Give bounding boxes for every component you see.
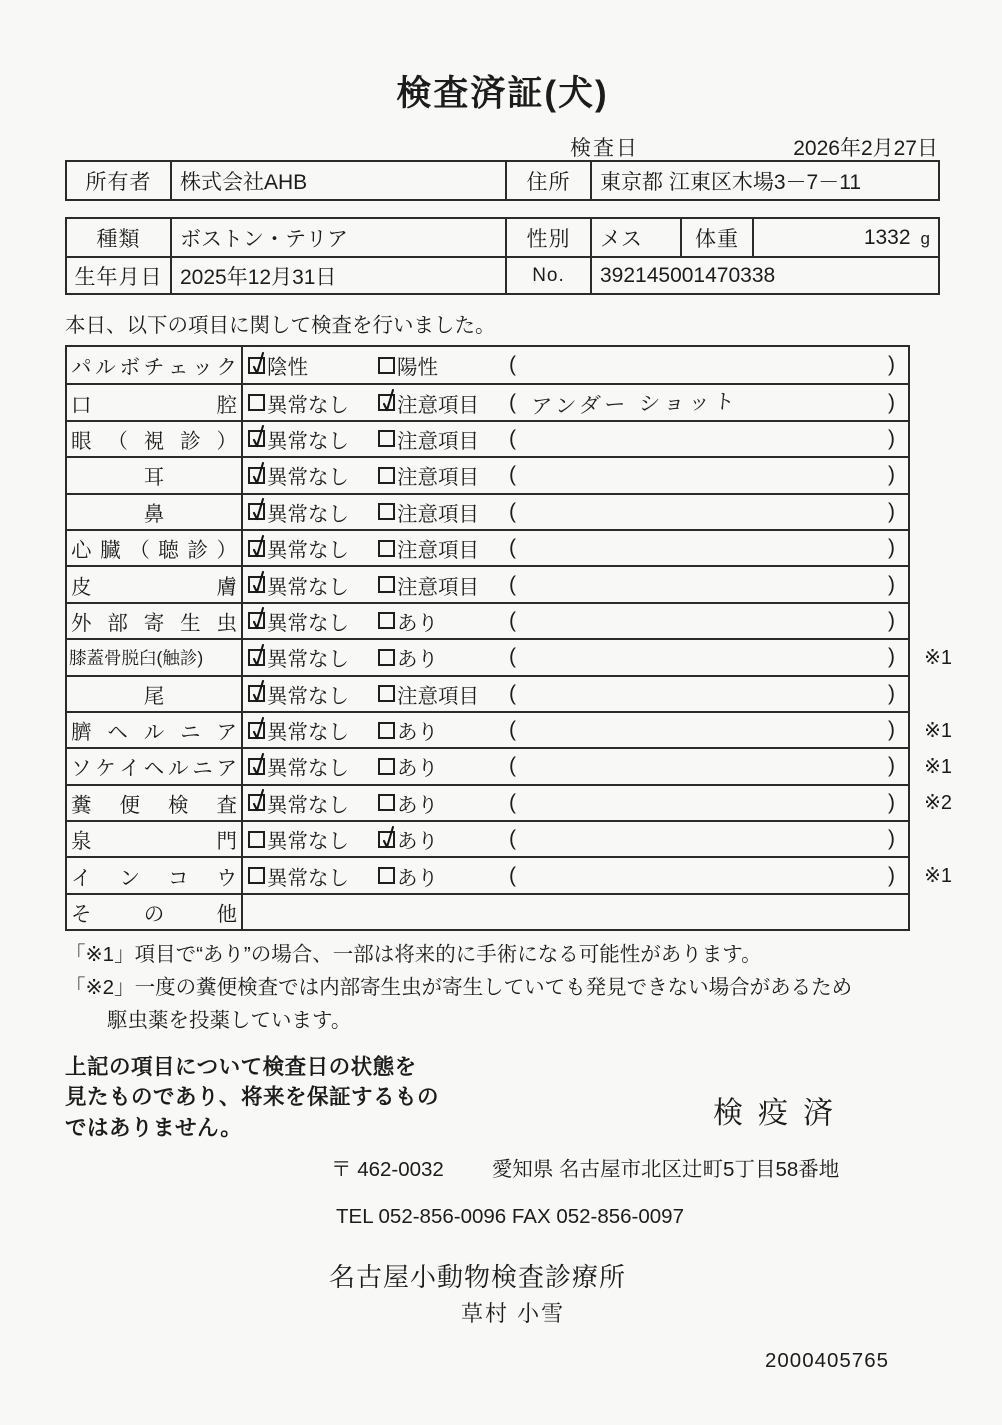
paren-close: ) bbox=[888, 390, 895, 414]
breed-label: 種類 bbox=[67, 219, 172, 256]
exam-row-content bbox=[243, 895, 908, 929]
empty-checkbox-icon bbox=[378, 576, 395, 593]
empty-checkbox-icon bbox=[248, 831, 265, 848]
paren-open: ( bbox=[509, 499, 516, 523]
animal-table bbox=[65, 217, 940, 295]
label-char: の bbox=[143, 903, 165, 927]
label-char: パ bbox=[71, 356, 92, 380]
exam-item-label bbox=[67, 895, 243, 929]
footnote-ref: ※1 bbox=[924, 755, 952, 778]
paren-open: ( bbox=[509, 353, 516, 377]
exam-option-label: 陽性 bbox=[397, 356, 438, 380]
paren-open: ( bbox=[509, 390, 516, 414]
label-char: ヘ bbox=[107, 721, 128, 745]
exam-date-value: 2026年2月27日 bbox=[793, 137, 938, 160]
exam-date-label: 検査日 bbox=[570, 137, 639, 160]
exam-item-label bbox=[67, 604, 243, 638]
paren-open: ( bbox=[509, 572, 516, 596]
exam-option-label: あり bbox=[397, 648, 438, 672]
page-title: 検査済証(犬) bbox=[396, 74, 609, 113]
paren-open: ( bbox=[509, 827, 516, 851]
paren-open: ( bbox=[509, 608, 516, 632]
label-char: コ bbox=[168, 866, 189, 890]
empty-checkbox-icon bbox=[378, 503, 395, 520]
exam-row bbox=[67, 456, 908, 492]
paren-open: ( bbox=[509, 426, 516, 450]
exam-option-label: 注意項目 bbox=[397, 502, 479, 526]
exam-option bbox=[378, 531, 479, 565]
clinic-address-line bbox=[331, 1152, 940, 1182]
label-char: ル bbox=[95, 356, 116, 380]
footnote-2-continued: 駆虫薬を投薬しています。 bbox=[107, 1008, 352, 1032]
exam-option bbox=[248, 495, 349, 529]
label-char: 他 bbox=[216, 903, 237, 927]
label-char: ニ bbox=[192, 757, 213, 781]
exam-option-label: 陰性 bbox=[267, 356, 308, 380]
checked-checkbox-icon bbox=[248, 612, 265, 629]
checked-checkbox-icon bbox=[248, 430, 265, 447]
empty-checkbox-icon bbox=[378, 867, 395, 884]
check-mark-icon bbox=[248, 495, 270, 523]
exam-option-label: 注意項目 bbox=[397, 466, 479, 490]
exam-option bbox=[378, 713, 438, 747]
paren-open: ( bbox=[509, 863, 516, 887]
exam-row bbox=[67, 747, 952, 783]
check-mark-icon bbox=[248, 677, 270, 705]
label-char: 口 bbox=[71, 393, 92, 417]
label-char: 泉 bbox=[71, 830, 92, 854]
paren-close: ) bbox=[888, 827, 895, 851]
exam-option bbox=[248, 822, 349, 856]
exam-row bbox=[67, 347, 908, 383]
label-char: 部 bbox=[107, 611, 128, 635]
footnote-2: 「※2」一度の糞便検査では内部寄生虫が寄生していても発見できない場合があるため bbox=[65, 976, 853, 1000]
no-label: No. bbox=[507, 258, 592, 293]
intro-text: 本日、以下の項目に関して検査を行いました。 bbox=[65, 314, 496, 337]
footnote-ref: ※2 bbox=[924, 792, 952, 815]
footnotes bbox=[65, 939, 940, 1037]
exam-row bbox=[67, 493, 908, 529]
exam-option-label: 注意項目 bbox=[397, 429, 479, 453]
label-char: 外 bbox=[71, 611, 92, 635]
exam-item-label: 耳 bbox=[67, 458, 243, 492]
label-char: 臓 bbox=[100, 539, 121, 563]
exam-item-label bbox=[67, 858, 243, 892]
exam-row bbox=[67, 638, 952, 674]
exam-option bbox=[378, 422, 479, 456]
exam-option bbox=[378, 822, 438, 856]
footnote-ref: ※1 bbox=[924, 719, 952, 742]
empty-checkbox-icon bbox=[378, 540, 395, 557]
checked-checkbox-icon bbox=[248, 758, 265, 775]
address-label: 住所 bbox=[507, 162, 592, 199]
exam-item-label bbox=[67, 749, 243, 783]
exam-item-label bbox=[67, 786, 243, 820]
disclaimer-line-1: 上記の項目について検査日の状態を bbox=[65, 1054, 417, 1079]
exam-option-label: 異常なし bbox=[267, 393, 349, 417]
paren-close: ) bbox=[888, 790, 895, 814]
paren-close: ) bbox=[888, 754, 895, 778]
empty-checkbox-icon bbox=[378, 758, 395, 775]
check-mark-icon bbox=[248, 459, 270, 487]
empty-checkbox-icon bbox=[378, 649, 395, 666]
exam-option bbox=[378, 677, 479, 711]
exam-row-content bbox=[243, 385, 908, 419]
exam-row bbox=[67, 383, 908, 419]
label-char: （ bbox=[107, 429, 128, 453]
checked-checkbox-icon bbox=[248, 794, 265, 811]
exam-row-content bbox=[243, 567, 908, 601]
exam-option-label: あり bbox=[397, 793, 438, 817]
label-char: ニ bbox=[180, 721, 201, 745]
checked-checkbox-icon bbox=[248, 467, 265, 484]
exam-option bbox=[248, 385, 349, 419]
label-char: （ bbox=[129, 539, 150, 563]
exam-option bbox=[248, 531, 349, 565]
label-char: ル bbox=[168, 757, 189, 781]
label-char: ル bbox=[143, 721, 165, 745]
label-char: ヘ bbox=[143, 757, 165, 781]
label-char: 腔 bbox=[216, 393, 237, 417]
exam-option-label: 異常なし bbox=[267, 539, 349, 563]
paren-close: ) bbox=[888, 499, 895, 523]
paren-open: ( bbox=[509, 536, 516, 560]
no-value: 392145001470338 bbox=[600, 263, 776, 287]
clinic-tel-fax: TEL 052-856-0096 FAX 052-856-0097 bbox=[336, 1205, 684, 1229]
paren-open: ( bbox=[509, 718, 516, 742]
exam-option bbox=[378, 347, 438, 383]
exam-option bbox=[248, 858, 349, 892]
exam-option-label: 注意項目 bbox=[397, 393, 479, 417]
label-char: ア bbox=[216, 757, 237, 781]
weight-value-cell bbox=[754, 219, 938, 256]
weight-value: 1332 bbox=[863, 225, 911, 249]
exam-option bbox=[378, 385, 479, 419]
label-char: 糞 bbox=[71, 793, 92, 817]
birth-label: 生年月日 bbox=[67, 258, 172, 293]
paren-open: ( bbox=[509, 645, 516, 669]
empty-checkbox-icon bbox=[248, 867, 265, 884]
paren-open: ( bbox=[509, 463, 516, 487]
check-mark-icon bbox=[248, 532, 270, 560]
exam-option bbox=[248, 749, 349, 783]
exam-row bbox=[67, 565, 908, 601]
exam-option-label: 異常なし bbox=[267, 466, 349, 490]
label-char: そ bbox=[71, 903, 92, 927]
label-char: ボ bbox=[119, 356, 140, 380]
exam-item-label bbox=[67, 422, 243, 456]
exam-option-label: 異常なし bbox=[267, 830, 349, 854]
label-char: ェ bbox=[168, 356, 189, 380]
exam-option-label: 異常なし bbox=[267, 866, 349, 890]
label-char: 眼 bbox=[71, 429, 92, 453]
label-char: 便 bbox=[119, 793, 140, 817]
exam-option bbox=[248, 677, 349, 711]
label-char: 皮 bbox=[71, 575, 92, 599]
paren-close: ) bbox=[888, 536, 895, 560]
exam-item-label: 鼻 bbox=[67, 495, 243, 529]
exam-row-content bbox=[243, 604, 908, 638]
exam-item-label bbox=[67, 822, 243, 856]
address-value: 東京都 江東区木場3－7－11 bbox=[600, 170, 861, 194]
exam-item-label bbox=[67, 713, 243, 747]
exam-option bbox=[378, 495, 479, 529]
label-char: 診 bbox=[187, 539, 208, 563]
check-mark-icon bbox=[248, 422, 270, 450]
quarantine-stamp: 検疫済 bbox=[713, 1096, 848, 1130]
exam-table bbox=[65, 345, 952, 931]
exam-row bbox=[67, 893, 908, 929]
exam-date-row bbox=[65, 132, 940, 158]
exam-item-label bbox=[67, 385, 243, 419]
exam-option bbox=[248, 713, 349, 747]
exam-option-label: 異常なし bbox=[267, 757, 349, 781]
exam-option bbox=[248, 604, 349, 638]
breed-value: ボストン・テリア bbox=[172, 219, 507, 256]
label-char: ウ bbox=[216, 866, 237, 890]
exam-option bbox=[378, 786, 438, 820]
label-char: イ bbox=[71, 866, 92, 890]
disclaimer-line-3: ではありません。 bbox=[65, 1115, 243, 1140]
label-char: ア bbox=[216, 721, 237, 745]
footer-section bbox=[65, 1052, 940, 1374]
exam-option bbox=[248, 347, 308, 383]
exam-row-content bbox=[243, 422, 908, 456]
check-mark-icon bbox=[378, 823, 400, 851]
exam-option-label: あり bbox=[397, 830, 438, 854]
label-char: 査 bbox=[216, 793, 237, 817]
exam-option-label: あり bbox=[397, 611, 438, 635]
exam-row-content bbox=[243, 640, 908, 674]
exam-row-content bbox=[243, 858, 908, 892]
paren-close: ) bbox=[888, 426, 895, 450]
check-mark-icon bbox=[248, 349, 270, 377]
exam-option-label: 注意項目 bbox=[397, 539, 479, 563]
checked-checkbox-icon bbox=[378, 831, 395, 848]
exam-row bbox=[67, 711, 952, 747]
disclaimer-line-2: 見たものであり、将来を保証するもの bbox=[65, 1085, 440, 1110]
empty-checkbox-icon bbox=[378, 357, 395, 374]
exam-option bbox=[248, 640, 349, 674]
exam-option bbox=[378, 749, 438, 783]
checked-checkbox-icon bbox=[248, 576, 265, 593]
exam-item-label: 膝蓋骨脱臼(触診) bbox=[67, 640, 243, 674]
label-char: 臍 bbox=[71, 721, 92, 745]
exam-option-label: 異常なし bbox=[267, 611, 349, 635]
exam-row bbox=[67, 675, 908, 711]
exam-row bbox=[67, 856, 952, 892]
exam-option-label: 異常なし bbox=[267, 648, 349, 672]
exam-option-label: あり bbox=[397, 721, 438, 745]
empty-checkbox-icon bbox=[378, 794, 395, 811]
label-char: 膚 bbox=[216, 575, 237, 599]
empty-checkbox-icon bbox=[248, 394, 265, 411]
label-char: イ bbox=[119, 757, 140, 781]
exam-option bbox=[378, 640, 438, 674]
exam-option bbox=[248, 422, 349, 456]
check-mark-icon bbox=[378, 386, 400, 414]
weight-unit: g bbox=[920, 228, 930, 248]
exam-item-label bbox=[67, 567, 243, 601]
exam-row bbox=[67, 602, 908, 638]
clinic-postal-code: 〒 462-0032 bbox=[331, 1158, 444, 1182]
checked-checkbox-icon bbox=[248, 540, 265, 557]
paren-open: ( bbox=[509, 681, 516, 705]
exam-row bbox=[67, 820, 908, 856]
label-char: ン bbox=[119, 866, 140, 890]
label-char: ） bbox=[216, 539, 237, 563]
check-mark-icon bbox=[248, 641, 270, 669]
paren-close: ) bbox=[888, 608, 895, 632]
footnote-1: 「※1」項目で“あり”の場合、一部は将来的に手術になる可能性があります。 bbox=[65, 943, 762, 967]
birth-value: 2025年12月31日 bbox=[172, 258, 507, 293]
label-char: 生 bbox=[180, 611, 201, 635]
exam-option bbox=[378, 858, 438, 892]
paren-close: ) bbox=[888, 863, 895, 887]
label-char: ） bbox=[216, 429, 237, 453]
label-char: チ bbox=[143, 356, 165, 380]
exam-row-content bbox=[243, 458, 908, 492]
vet-name: 草村 小雪 bbox=[461, 1301, 566, 1327]
label-char: ク bbox=[216, 356, 237, 380]
exam-row-content bbox=[243, 495, 908, 529]
paren-close: ) bbox=[888, 353, 895, 377]
label-char: 視 bbox=[143, 429, 165, 453]
empty-checkbox-icon bbox=[378, 467, 395, 484]
paren-open: ( bbox=[509, 754, 516, 778]
exam-option-label: 異常なし bbox=[267, 502, 349, 526]
exam-option-label: 異常なし bbox=[267, 793, 349, 817]
exam-option bbox=[248, 567, 349, 601]
exam-option bbox=[248, 786, 349, 820]
exam-option-label: あり bbox=[397, 866, 438, 890]
exam-row-content bbox=[243, 749, 908, 783]
exam-option-label: 異常なし bbox=[267, 721, 349, 745]
exam-option bbox=[378, 604, 438, 638]
exam-row-content bbox=[243, 347, 908, 383]
paren-close: ) bbox=[888, 572, 895, 596]
exam-row bbox=[67, 784, 952, 820]
label-char: 門 bbox=[216, 830, 237, 854]
checked-checkbox-icon bbox=[248, 722, 265, 739]
check-mark-icon bbox=[248, 604, 270, 632]
checked-checkbox-icon bbox=[248, 685, 265, 702]
exam-row-content bbox=[243, 822, 908, 856]
exam-row-content bbox=[243, 713, 908, 747]
check-mark-icon bbox=[248, 750, 270, 778]
exam-option-label: 異常なし bbox=[267, 429, 349, 453]
check-mark-icon bbox=[248, 568, 270, 596]
label-char: ッ bbox=[192, 356, 213, 380]
serial-number: 2000405765 bbox=[765, 1349, 890, 1373]
exam-option bbox=[378, 458, 479, 492]
footnote-ref: ※1 bbox=[924, 865, 952, 888]
exam-option-label: 注意項目 bbox=[397, 575, 479, 599]
checked-checkbox-icon bbox=[248, 357, 265, 374]
empty-checkbox-icon bbox=[378, 685, 395, 702]
weight-label: 体重 bbox=[682, 219, 754, 256]
paren-close: ) bbox=[888, 681, 895, 705]
handwritten-value: アンダー ショット bbox=[530, 390, 740, 420]
label-char: 診 bbox=[180, 429, 201, 453]
checked-checkbox-icon bbox=[248, 503, 265, 520]
label-char: 寄 bbox=[143, 611, 165, 635]
exam-option-label: 異常なし bbox=[267, 684, 349, 708]
paren-close: ) bbox=[888, 463, 895, 487]
checked-checkbox-icon bbox=[248, 649, 265, 666]
label-char: ソ bbox=[71, 757, 92, 781]
exam-option bbox=[248, 458, 349, 492]
exam-item-label: 尾 bbox=[67, 677, 243, 711]
check-mark-icon bbox=[248, 714, 270, 742]
exam-option-label: 注意項目 bbox=[397, 684, 479, 708]
checked-checkbox-icon bbox=[378, 394, 395, 411]
empty-checkbox-icon bbox=[378, 612, 395, 629]
exam-option-label: あり bbox=[397, 757, 438, 781]
exam-item-label bbox=[67, 531, 243, 565]
owner-label: 所有者 bbox=[67, 162, 172, 199]
exam-row-content bbox=[243, 786, 908, 820]
owner-value: 株式会社AHB bbox=[172, 162, 507, 199]
exam-item-label bbox=[67, 347, 243, 383]
label-char: 検 bbox=[168, 793, 189, 817]
clinic-name: 名古屋小動物検査診療所 bbox=[329, 1262, 627, 1293]
label-char: ケ bbox=[95, 757, 116, 781]
label-char: 心 bbox=[71, 539, 92, 563]
label-char: 聴 bbox=[158, 539, 179, 563]
sex-value: メス bbox=[592, 219, 682, 256]
paren-open: ( bbox=[509, 790, 516, 814]
exam-row bbox=[67, 529, 908, 565]
label-char: 虫 bbox=[216, 611, 237, 635]
clinic-address: 愛知県 名古屋市北区辻町5丁目58番地 bbox=[491, 1158, 840, 1182]
paren-close: ) bbox=[888, 718, 895, 742]
empty-checkbox-icon bbox=[378, 722, 395, 739]
sex-label: 性別 bbox=[507, 219, 592, 256]
exam-row-content bbox=[243, 677, 908, 711]
owner-table bbox=[65, 160, 940, 201]
footnote-ref: ※1 bbox=[924, 646, 952, 669]
check-mark-icon bbox=[248, 786, 270, 814]
exam-row-content bbox=[243, 531, 908, 565]
empty-checkbox-icon bbox=[378, 430, 395, 447]
exam-row bbox=[67, 420, 908, 456]
paren-close: ) bbox=[888, 645, 895, 669]
exam-option bbox=[378, 567, 479, 601]
exam-option-label: 異常なし bbox=[267, 575, 349, 599]
